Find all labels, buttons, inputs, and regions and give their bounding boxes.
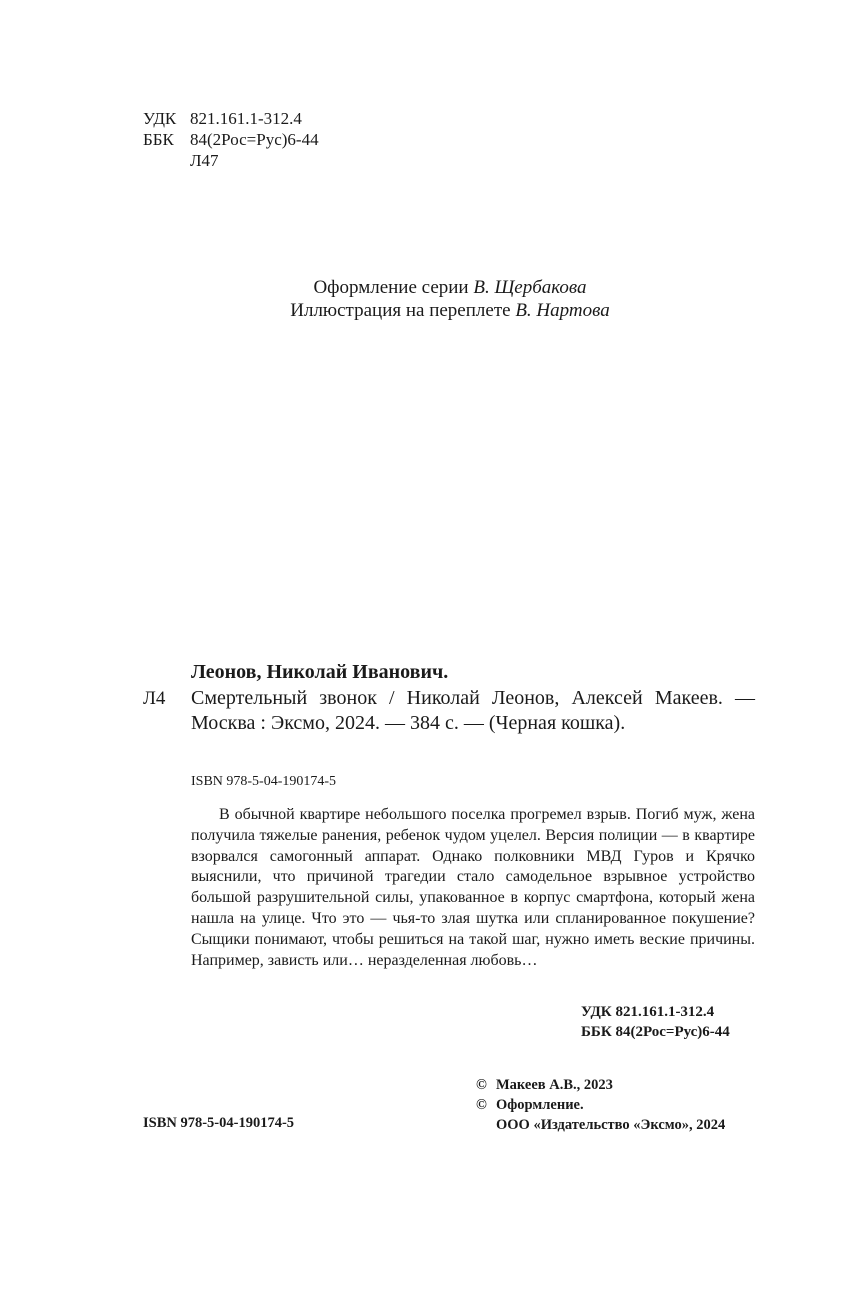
author-sign-row xyxy=(143,150,443,171)
author-sign: Л47 xyxy=(190,151,219,170)
illustration-prefix: Иллюстрация на переплете xyxy=(290,300,511,321)
catalog-code: Л4 xyxy=(143,688,166,709)
udk-bold: УДК 821.161.1-312.4 xyxy=(581,1004,715,1020)
copyright-line-1 xyxy=(476,1075,725,1095)
copyright-line-2 xyxy=(476,1095,725,1115)
udk-value: 821.161.1-312.4 xyxy=(190,109,302,128)
bbk-bold: ББК 84(2Рос=Рус)6-44 xyxy=(581,1024,730,1040)
series-design-line xyxy=(0,276,845,299)
copyright-holder-2: Оформление. xyxy=(496,1097,584,1113)
illustration-name: В. Нартова xyxy=(515,300,610,321)
bbk-label: ББК xyxy=(143,130,174,149)
copyright-holder-1: Макеев А.В., 2023 xyxy=(496,1077,613,1093)
copyright-holder-3: ООО «Издательство «Эксмо», 2024 xyxy=(496,1117,726,1133)
credits-block xyxy=(0,276,845,322)
udk-row xyxy=(143,108,443,129)
udk-label: УДК xyxy=(143,109,177,128)
bibliographic-description: Смертельный звонок / Николай Леонов, Алексей Макеев. — Москва : Эксмо, 2024. — 384 с. — (Черная кошка). xyxy=(191,687,755,734)
copyright-icon: © xyxy=(476,1077,487,1093)
annotation-paragraph: В обычной квартире небольшого поселка прогремел взрыв. Погиб муж, жена получила тяжелые ранения, ребенок чудом уцелел. Версия полиции — в квартире взорвался самогонный аппарат. Однако полковники МВД Гуров и Крячко выяснили, что причиной трагедии стало самодельное взрывное устройство большой разрушительной силы, упакованное в корпус смартфона, который жена нашла на улице. Что это — чья-то злая шутка или спланированное покушение? Сыщики понимают, чтобы решиться на такой шаг, нужно иметь веские причины. Например, зависть или… неразделенная любовь… xyxy=(191,806,755,969)
illustration-line xyxy=(0,299,845,322)
isbn-record: ISBN 978-5-04-190174-5 xyxy=(191,774,337,789)
isbn-bottom: ISBN 978-5-04-190174-5 xyxy=(143,1115,295,1131)
series-design-prefix: Оформление серии xyxy=(313,277,469,298)
copyright-block xyxy=(476,1075,725,1135)
classification-block xyxy=(143,108,443,171)
bbk-value: 84(2Рос=Рус)6-44 xyxy=(190,130,319,149)
author-heading: Леонов, Николай Иванович. xyxy=(191,661,449,683)
copyright-icon: © xyxy=(476,1097,487,1113)
series-design-name: В. Щербакова xyxy=(473,277,587,298)
bbk-row xyxy=(143,129,443,150)
index-block xyxy=(581,1002,730,1042)
copyright-line-3 xyxy=(476,1115,725,1135)
